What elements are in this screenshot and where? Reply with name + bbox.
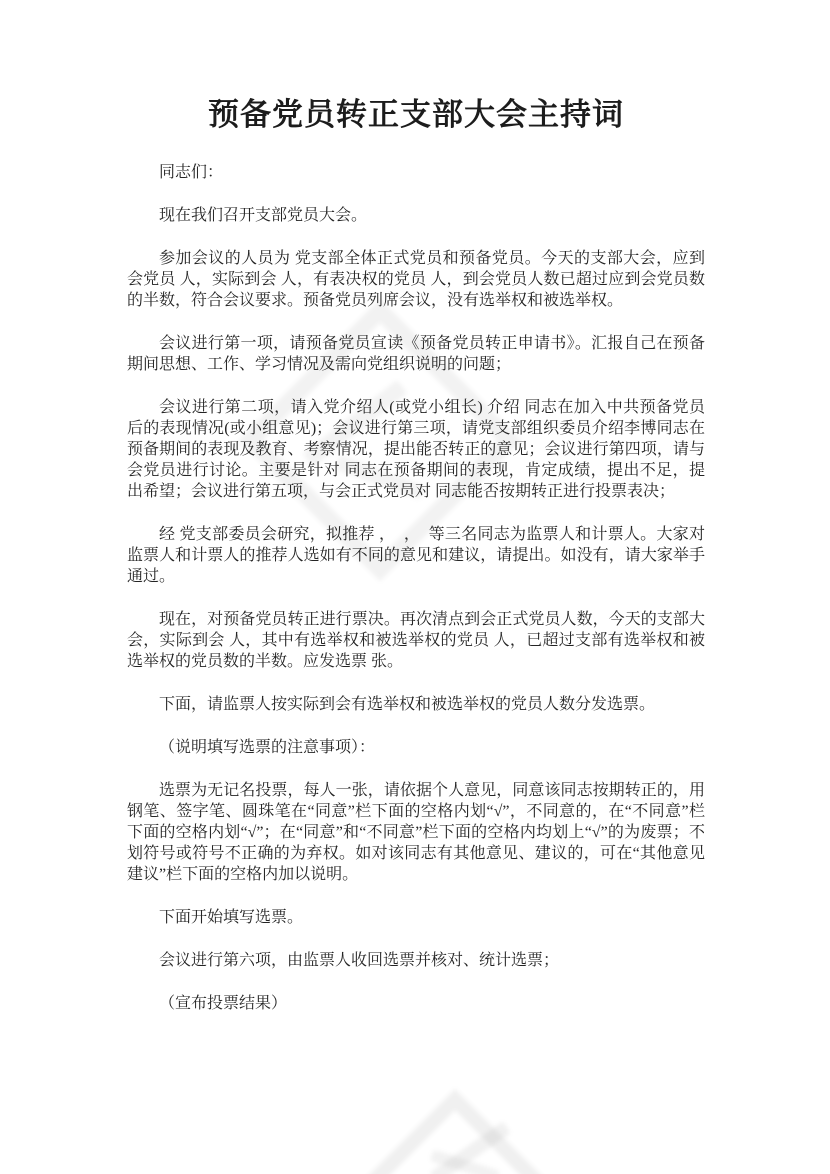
paragraph-agenda-items-2-to-5: 会议进行第二项，请入党介绍人(或党小组长) 介绍 同志在加入中共预备党员后的表现情况(或小组意见)；会议进行第三项，请党支部组织委员介绍李博同志在预备期间的表现及教育、考察情况，提出能否转正的意见；会议进行第四项，请与会党员进行讨论。主要是针对 同志在预备期间的表现，肯定成绩，提出不足，提出希望；会议进行第五项，与会正式党员对 同志能否按期转正进行投票表决；: [127, 399, 705, 500]
document-body: [127, 162, 705, 1014]
paragraph-scrutineers-recommendation: 经 党支部委员会研究，拟推荐 ， ， 等三名同志为监票人和计票人。大家对监票人和计票人的推荐人选如有不同的意见和建议，请提出。如没有，请大家举手通过。: [127, 526, 705, 585]
paragraph-distribute-ballots: 下面，请监票人按实际到会有选举权和被选举权的党员人数分发选票。: [159, 696, 656, 713]
paragraph-attendance: 参加会议的人员为 党支部全体正式党员和预备党员。今天的支部大会，应到会党员 人，实际到会 人，有表决权的党员 人，到会党员人数已超过应到会党员数的半数，符合会议要求。预备党员列席会议，没有选举权和被选举权。: [127, 250, 705, 309]
paragraph-announce-results: （宣布投票结果）: [159, 995, 288, 1012]
paragraph-ballot-notes-heading: （说明填写选票的注意事项）：: [159, 739, 376, 756]
paragraph-opening: 现在我们召开支部党员大会。: [159, 207, 368, 224]
paragraph-fill-ballots: 下面开始填写选票。: [159, 909, 304, 926]
watermark-logo-bottom: [370, 1108, 600, 1174]
paragraph-ballot-instructions: 选票为无记名投票，每人一张，请依据个人意见，同意该同志按期转正的，用钢笔、签字笔、圆珠笔在“同意”栏下面的空格内划“√”，不同意的，在“不同意”栏下面的空格内划“√”；在“同意”和“不同意”栏下面的空格内均划上“√”的为废票；不划符号或符号不正确的为弃权。如对该同志有其他意见、建议的，可在“其他意见建议”栏下面的空格内加以说明。: [127, 782, 705, 883]
paragraph-vote-count-check: 现在，对预备党员转正进行票决。再次清点到会正式党员人数，今天的支部大会，实际到会 人，其中有选举权和被选举权的党员 人，已超过支部有选举权和被选举权的党员数的半数。应发选票 张。: [127, 611, 705, 670]
paragraph-salutation: 同志们：: [159, 164, 224, 181]
paragraph-agenda-item-1: 会议进行第一项，请预备党员宣读《预备党员转正申请书》。汇报自己在预备期间思想、工作、学习情况及需向党组织说明的问题；: [127, 335, 705, 373]
document-title: 预备党员转正支部大会主持词: [208, 97, 624, 132]
paragraph-agenda-item-6: 会议进行第六项，由监票人收回选票并核对、统计选票；: [159, 952, 560, 969]
